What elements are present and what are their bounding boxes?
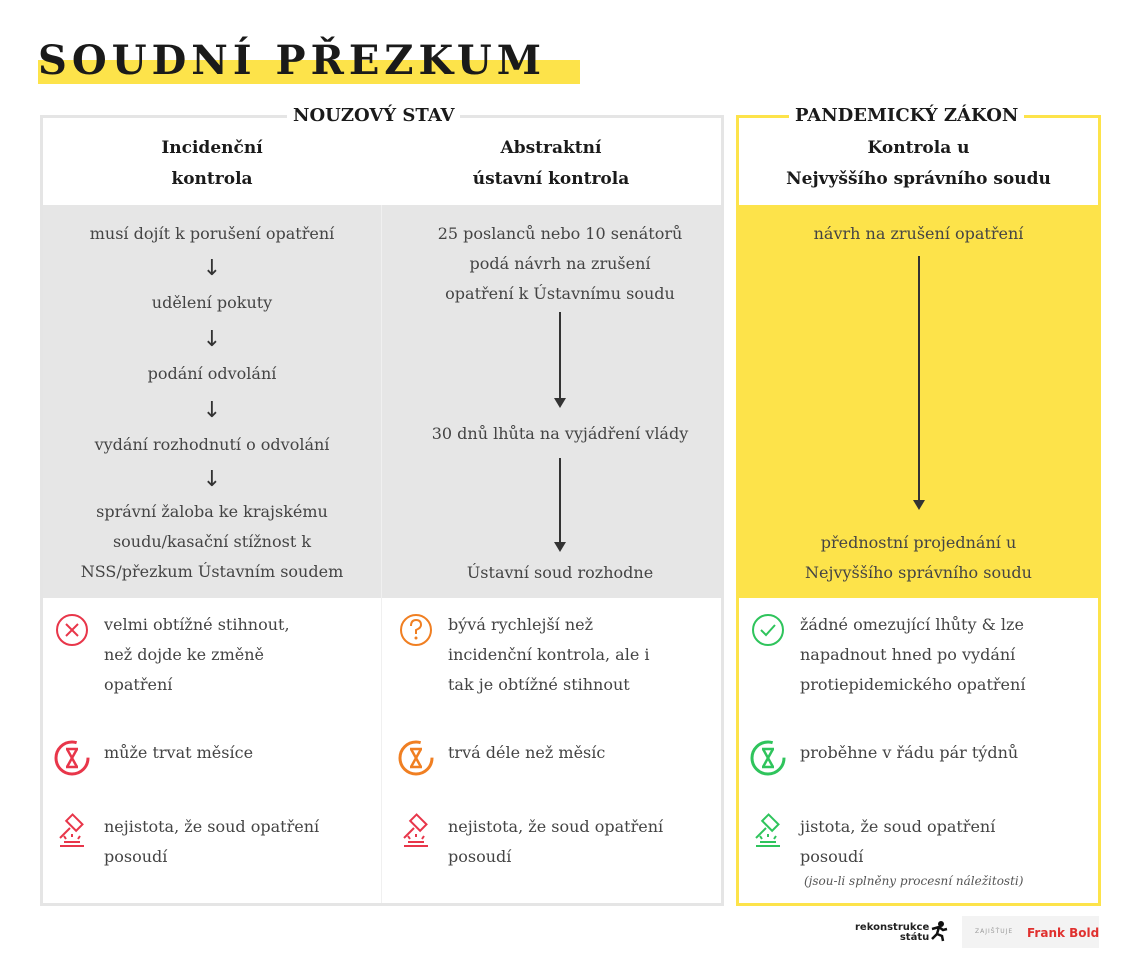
step-navrh-nss: návrh na zrušení opatření bbox=[813, 224, 1024, 243]
hourglass-icon bbox=[52, 738, 92, 778]
assessment-text: trvá déle než měsíc bbox=[448, 743, 606, 762]
long-arrow-down-icon bbox=[559, 458, 561, 550]
assessment-item bbox=[748, 812, 995, 872]
title-block bbox=[38, 38, 546, 84]
assessment-item bbox=[52, 738, 253, 778]
step-us-rozhodne: Ústavní soud rozhodne bbox=[466, 563, 654, 582]
heading-nss: Kontrola u Nejvyššího správního soudu bbox=[786, 138, 1051, 189]
assessment-text: proběhne v řádu pár týdnů bbox=[800, 743, 1019, 762]
column-divider bbox=[381, 205, 382, 903]
long-arrow-down-icon bbox=[918, 256, 920, 508]
arrow-down-icon: ↓ bbox=[202, 327, 222, 352]
hourglass-icon bbox=[748, 738, 788, 778]
arrow-down-icon: ↓ bbox=[202, 256, 222, 281]
heading-incidencni: Incidenční kontrola bbox=[161, 138, 263, 189]
assessment-text: bývá rychlejší než incidenční kontrola, ale i tak je obtížné stihnout bbox=[448, 615, 650, 694]
rekonstrukce-statu-logo: rekonstrukce státu bbox=[855, 922, 930, 943]
long-arrow-down-icon bbox=[559, 312, 561, 406]
provider-label: ZAJIŠŤUJE bbox=[975, 928, 1014, 935]
heading-abstraktni: Abstraktní ústavní kontrola bbox=[472, 138, 630, 189]
assessment-text: nejistota, že soud opatření posoudí bbox=[448, 817, 664, 866]
arrow-down-icon: ↓ bbox=[202, 467, 222, 492]
step-pokuta: udělení pokuty bbox=[151, 293, 273, 312]
frank-bold-logo: Frank Bold bbox=[1027, 926, 1100, 940]
assessment-text: žádné omezující lhůty & lze napadnout hned po vydání protiepidemického opatření bbox=[800, 615, 1026, 694]
runner-logo-icon bbox=[928, 920, 950, 942]
gavel-icon bbox=[52, 812, 92, 852]
question-circle-icon bbox=[396, 610, 436, 650]
assessment-text: jistota, že soud opatření posoudí bbox=[800, 817, 996, 866]
assessment-text: nejistota, že soud opatření posoudí bbox=[104, 817, 320, 866]
procedural-note: (jsou-li splněny procesní náležitosti) bbox=[804, 874, 1024, 888]
hourglass-icon bbox=[396, 738, 436, 778]
page-title: SOUDNÍ PŘEZKUM bbox=[38, 37, 547, 84]
gavel-icon bbox=[748, 812, 788, 852]
nouzovy-stav-label: NOUZOVÝ STAV bbox=[287, 104, 460, 128]
step-navrh-us: 25 poslanců nebo 10 senátorů podá návrh na zrušení opatření k Ústavnímu soudu bbox=[437, 224, 683, 303]
assessment-text: velmi obtížné stihnout, než dojde ke změně opatření bbox=[104, 615, 290, 694]
assessment-item bbox=[748, 738, 1018, 778]
assessment-item bbox=[396, 610, 649, 700]
check-circle-icon bbox=[748, 610, 788, 650]
assessment-item bbox=[52, 610, 290, 700]
assessment-item bbox=[748, 610, 1025, 700]
assessment-text: může trvat měsíce bbox=[104, 743, 254, 762]
step-lhuta: 30 dnů lhůta na vyjádření vlády bbox=[431, 424, 689, 443]
step-poruseni: musí dojít k porušení opatření bbox=[89, 224, 335, 243]
cross-circle-icon bbox=[52, 610, 92, 650]
step-prednostni: přednostní projednání u Nejvyššího správního soudu bbox=[805, 533, 1032, 582]
step-odvolani: podání odvolání bbox=[147, 364, 277, 383]
assessment-item bbox=[52, 812, 319, 872]
step-rozhodnuti: vydání rozhodnutí o odvolání bbox=[94, 435, 330, 454]
arrow-down-icon: ↓ bbox=[202, 398, 222, 423]
pandemicky-zakon-label: PANDEMICKÝ ZÁKON bbox=[789, 104, 1024, 128]
assessment-item bbox=[396, 812, 663, 872]
assessment-item bbox=[396, 738, 605, 778]
gavel-icon bbox=[396, 812, 436, 852]
step-zaloba: správní žaloba ke krajskému soudu/kasační stížnost k NSS/přezkum Ústavním soudem bbox=[80, 502, 344, 581]
